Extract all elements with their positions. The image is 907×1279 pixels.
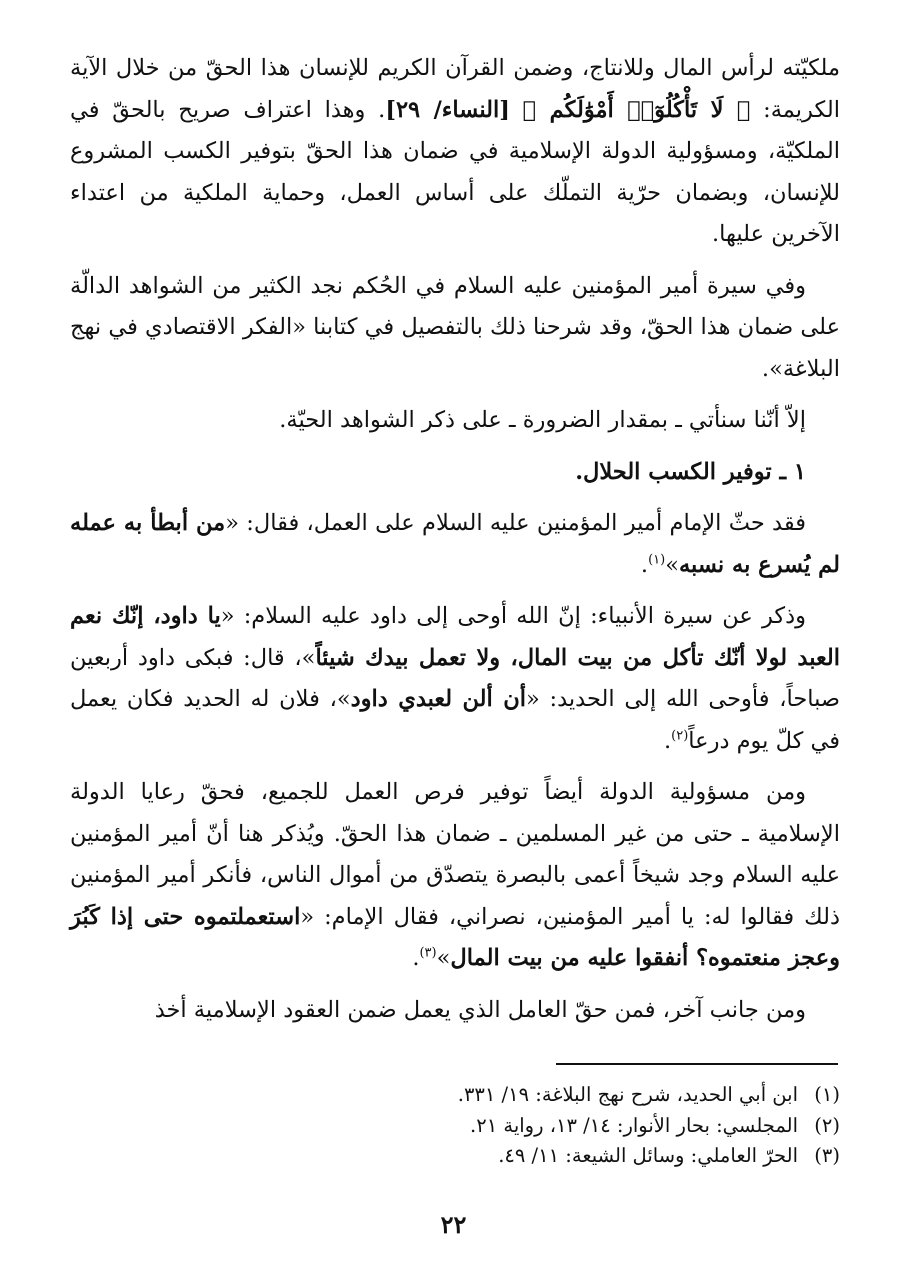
text-run: . — [412, 945, 420, 971]
footnote-marker: (١) — [648, 552, 666, 567]
quran-verse: ﴿ لَا تَأْكُلُوٓا۟ أَمْوَٰلَكُم ﴾ — [522, 96, 751, 123]
footnote-number: (١) — [814, 1083, 840, 1106]
footnote-number: (٣) — [814, 1144, 840, 1167]
verse-reference: [النساء/ ٢٩] — [385, 96, 510, 123]
paragraph-3: إلاّ أنّنا سنأتي ـ بمقدار الضرورة ـ على ذكر الشواهد الحيّة. — [279, 407, 806, 433]
text-run: وذكر عن سيرة الأنبياء: إنّ الله أوحى إلى داود عليه السلام: « — [220, 603, 806, 629]
paragraph-4 — [70, 503, 840, 586]
main-text — [70, 48, 840, 1041]
paragraph-6 — [70, 772, 840, 980]
footnote-text: ابن أبي الحديد، شرح نهج البلاغة: ١٩/ ٣٣١. — [457, 1083, 798, 1106]
footnotes — [70, 1080, 840, 1172]
text-run: ومن مسؤولية الدولة أيضاً توفير فرص العمل للجميع، فحقّ رعايا الدولة الإسلامية ـ حتى من غير المسلمين ـ ضمان هذا الحقّ. ويُذكر هنا أنّ أمير المؤمنين عليه السلام وجد شيخاً أعمى بالبصرة يتصدّق من أموال الناس، فأنكر أمير المؤمنين ذلك فقالوا له: يا أمير المؤمنين، نصراني، فقال الإمام: « — [70, 779, 841, 930]
text-run: » — [665, 551, 679, 578]
bold-quote: من أبطأ به عمله لم يُسرع به نسبه — [70, 510, 840, 578]
footnote-2 — [70, 1111, 840, 1142]
footnote-3 — [70, 1141, 840, 1172]
text-run: » — [436, 945, 451, 971]
text-run: فقد حثّ الإمام أمير المؤمنين عليه السلام على العمل، فقال: « — [225, 510, 806, 536]
footnote-text: الحرّ العاملي: وسائل الشيعة: ١١/ ٤٩. — [498, 1144, 798, 1167]
text-run: . — [640, 551, 649, 578]
bold-quote: يا داود، إنّك نعم العبد لولا أنّك تأكل من بيت المال، ولا تعمل بيدك شيئاً — [70, 603, 840, 671]
footnote-text: المجلسي: بحار الأنوار: ١٤/ ١٣، رواية ٢١. — [470, 1113, 798, 1137]
paragraph-7: ومن جانب آخر، فمن حقّ العامل الذي يعمل ضمن العقود الإسلامية أخذ — [154, 996, 806, 1023]
text-run: . وهذا اعتراف صريح بالحقّ في الملكيّة، ومسؤولية الدولة الإسلامية في ضمان هذا الحقّ بتوفير الكسب المشروع للإنسان، وبضمان حرّية التملّك على أساس العمل، وحماية الملكية من اعتداء الآخرين عليها. — [70, 96, 840, 247]
footnote-number: (٢) — [814, 1113, 840, 1137]
footnote-marker: (٢) — [671, 728, 689, 743]
footnote-1 — [70, 1080, 840, 1111]
footnote-marker: (٣) — [419, 945, 437, 961]
page-number: ٢٢ — [440, 1210, 467, 1239]
bold-quote: أن ألن لعبدي داود — [350, 686, 526, 712]
text-run — [510, 97, 523, 123]
paragraph-5 — [70, 596, 840, 762]
footnote-divider — [556, 1063, 838, 1065]
section-heading: ١ ـ توفير الكسب الحلال. — [575, 458, 806, 485]
paragraph-1 — [70, 48, 840, 256]
bold-quote: استعملتموه حتى إذا كَبُرَ وعجز منعتموه؟ أنفقوا عليه من بيت المال — [70, 903, 840, 971]
text-run: »، قال: فبكى داود أربعين صباحاً، فأوحى الله إلى الحديد: « — [70, 644, 840, 712]
text-run: »، فلان له الحديد فكان يعمل في كلّ يوم درعاً — [70, 686, 840, 754]
text-run: . — [664, 727, 672, 754]
paragraph-2: وفي سيرة أمير المؤمنين عليه السلام في الحُكم نجد الكثير من الشواهد الدالّة على ضمان هذا الحقّ، وقد شرحنا ذلك بالتفصيل في كتابنا «الفكر الاقتصادي في نهج البلاغة». — [70, 272, 840, 382]
text-run: ملكيّته لرأس المال وللانتاج، وضمن القرآن الكريم للإنسان هذا الحقّ من خلال الآية الكريمة: — [70, 55, 840, 123]
